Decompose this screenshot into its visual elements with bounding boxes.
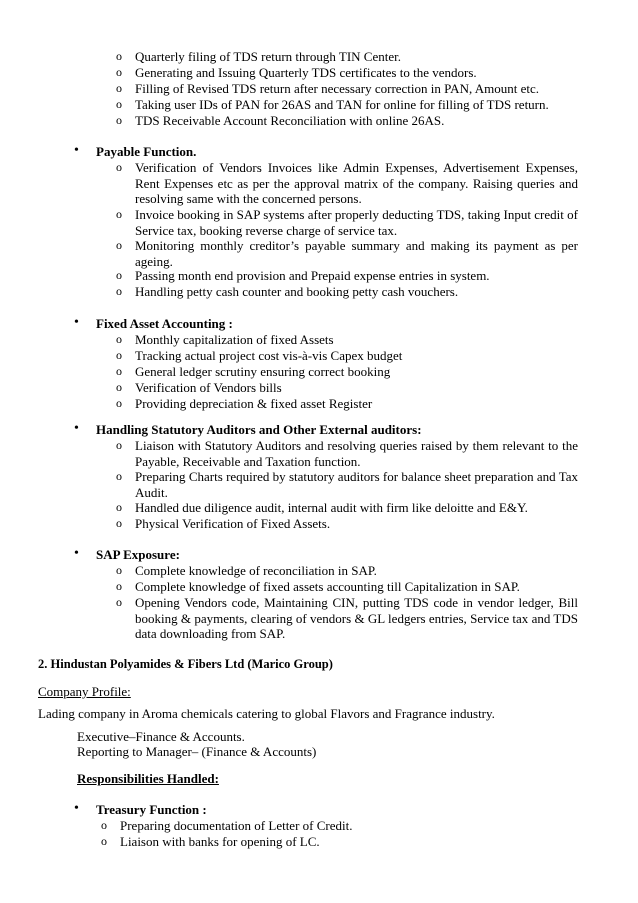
list-item: o Monthly capitalization of fixed Assets <box>116 332 334 347</box>
list-item: o Complete knowledge of reconciliation in SAP. <box>116 563 377 578</box>
list-item: o Taking user IDs of PAN for 26AS and TAN for online for filling of TDS return. <box>116 97 549 112</box>
list-item: o Filling of Revised TDS return after necessary correction in PAN, Amount etc. <box>116 81 540 96</box>
reporting-text: Reporting to Manager– (Finance & Accounts) <box>77 744 317 759</box>
list-item: o General ledger scrutiny ensuring correct booking <box>116 364 391 379</box>
list-item: o Handling petty cash counter and booking petty cash vouchers. <box>116 284 459 299</box>
list-item: o Providing depreciation & fixed asset Register <box>116 396 373 411</box>
list-item: o Preparing documentation of Letter of Credit. <box>101 818 353 833</box>
responsibilities-heading: Responsibilities Handled: <box>77 771 219 786</box>
list-item: o Physical Verification of Fixed Assets. <box>116 516 331 531</box>
list-item: o Liaison with Statutory Auditors and resolving queries raised by them relevant to the Payable, Receivable and Taxation function. <box>116 438 578 469</box>
list-item: o Invoice booking in SAP systems after properly deducting TDS, taking Input credit of Service tax, booking reverse charge of service tax. <box>116 207 578 238</box>
list-item: o Quarterly filing of TDS return through TIN Center. <box>116 49 401 64</box>
list-item: o TDS Receivable Account Reconciliation with online 26AS. <box>116 113 445 128</box>
list-item: o Monitoring monthly creditor’s payable summary and making its payment as per ageing. <box>116 238 578 269</box>
section-heading-treasury: • Treasury Function : <box>74 801 207 817</box>
list-item: o Complete knowledge of fixed assets accounting till Capitalization in SAP. <box>116 579 520 594</box>
list-item: o Verification of Vendors Invoices like Admin Expenses, Advertisement Expenses, Rent Expenses etc as per the approval matrix of the company. Raising queries and resolving same with the concerned persons. <box>116 160 578 206</box>
list-item: o Passing month end provision and Prepaid expense entries in system. <box>116 268 490 283</box>
company-profile-text: Lading company in Aroma chemicals catering to global Flavors and Fragrance industry. <box>38 706 495 721</box>
company-heading: 2. Hindustan Polyamides & Fibers Ltd (Marico Group) <box>38 657 333 671</box>
list-item: o Handled due diligence audit, internal audit with firm like deloitte and E&Y. <box>116 500 528 515</box>
list-item: o Generating and Issuing Quarterly TDS certificates to the vendors. <box>116 65 477 80</box>
role-text: Executive–Finance & Accounts. <box>77 729 245 744</box>
section-heading-sap: • SAP Exposure: <box>74 546 180 562</box>
section-heading-payable: • Payable Function. <box>74 143 197 159</box>
list-item: o Opening Vendors code, Maintaining CIN, putting TDS code in vendor ledger, Bill booking & payments, clearing of vendors & GL ledgers entries, Service tax and TDS data downloading from SAP. <box>116 595 578 641</box>
section-heading-auditors: • Handling Statutory Auditors and Other External auditors: <box>74 421 422 437</box>
list-item: o Preparing Charts required by statutory auditors for balance sheet preparation and Tax Audit. <box>116 469 578 500</box>
company-profile-label: Company Profile: <box>38 684 131 699</box>
list-item: o Verification of Vendors bills <box>116 380 282 395</box>
section-heading-fixed-asset: • Fixed Asset Accounting : <box>74 315 233 331</box>
list-item: o Tracking actual project cost vis-à-vis Capex budget <box>116 348 403 363</box>
list-item: o Liaison with banks for opening of LC. <box>101 834 320 849</box>
